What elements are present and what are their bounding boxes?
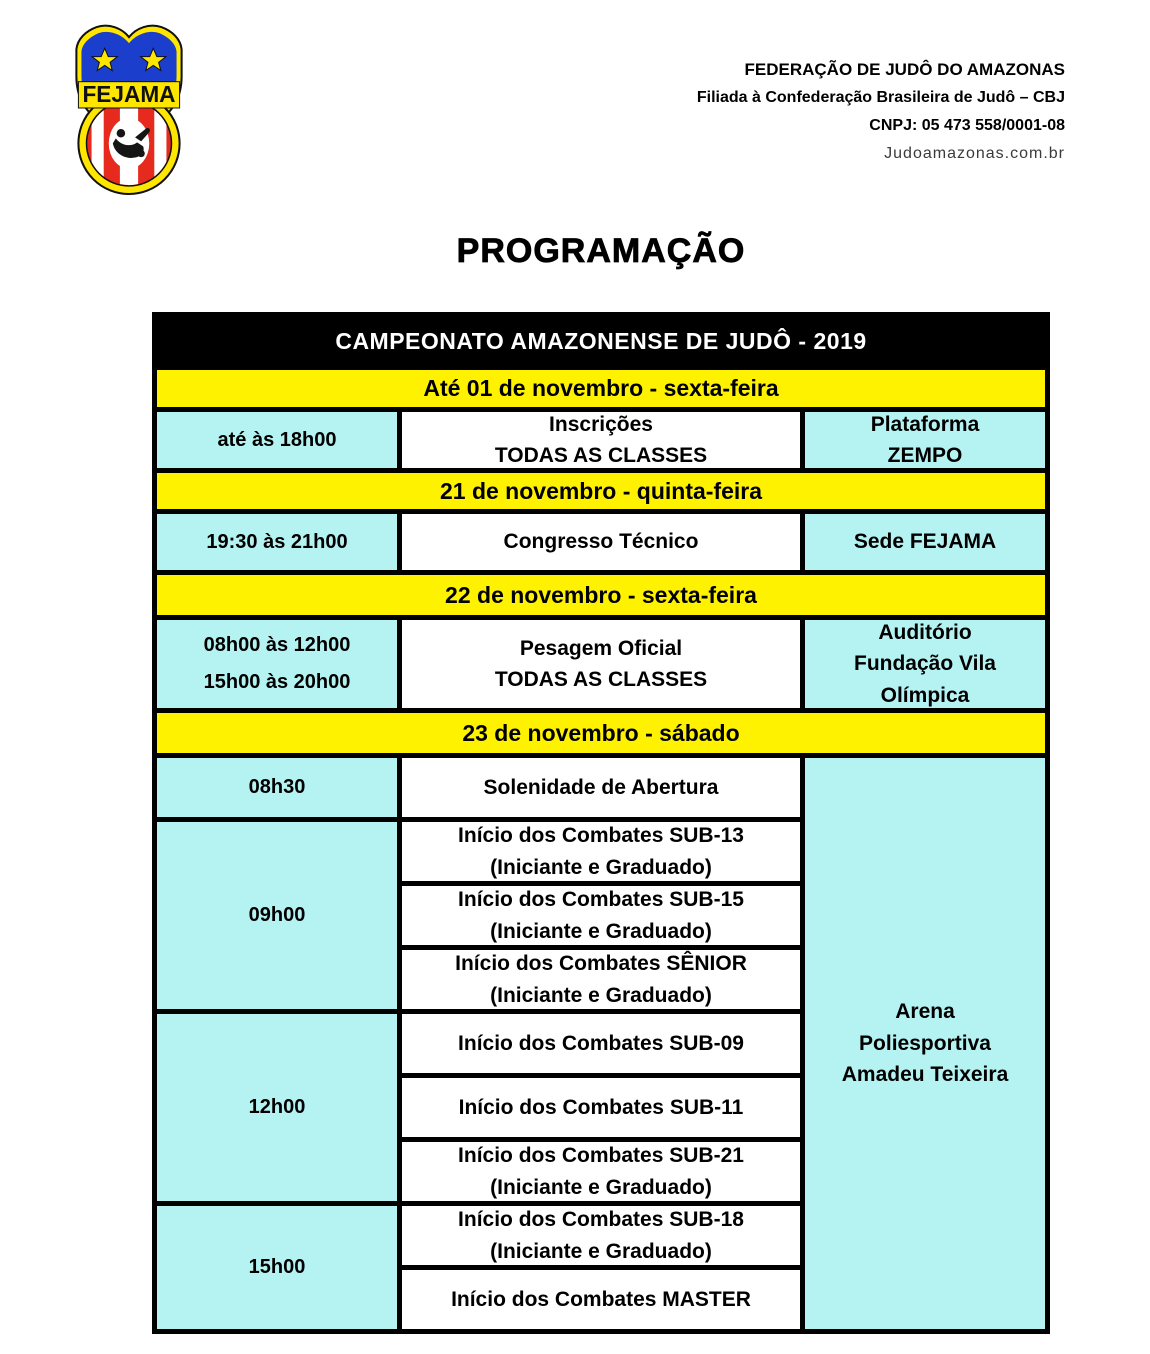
- location-cell: Sede FEJAMA: [805, 514, 1045, 570]
- event-cell: Início dos Combates SÊNIOR (Iniciante e Graduado): [402, 950, 800, 1009]
- time-cell: 19:30 às 21h00: [157, 514, 397, 570]
- org-header: [697, 56, 1065, 168]
- date-header-row: 22 de novembro - sexta-feira: [157, 575, 1045, 615]
- event-cell: Pesagem Oficial TODAS AS CLASSES: [402, 620, 800, 708]
- time-cell: até às 18h00: [157, 412, 397, 468]
- event-cell: Início dos Combates SUB-09: [402, 1014, 800, 1073]
- event-cell: Início dos Combates SUB-11: [402, 1078, 800, 1137]
- location-cell: Plataforma ZEMPO: [805, 412, 1045, 468]
- date-header-row: Até 01 de novembro - sexta-feira: [157, 370, 1045, 407]
- event-cell: Início dos Combates SUB-21 (Iniciante e Graduado): [402, 1142, 800, 1201]
- event-cell: Inscrições TODAS AS CLASSES: [402, 412, 800, 468]
- time-cell: 15h00: [157, 1206, 397, 1329]
- date-header-row: 23 de novembro - sábado: [157, 713, 1045, 753]
- org-cnpj: CNPJ: 05 473 558/0001-08: [869, 117, 1065, 134]
- time-cell: 08h30: [157, 758, 397, 817]
- time-cell: 12h00: [157, 1014, 397, 1201]
- event-cell: Início dos Combates SUB-18 (Iniciante e Graduado): [402, 1206, 800, 1265]
- schedule-table: [152, 312, 1050, 1334]
- event-cell: Solenidade de Abertura: [402, 758, 800, 817]
- logo-text: FEJAMA: [82, 80, 176, 107]
- location-cell: Arena Poliesportiva Amadeu Teixeira: [805, 758, 1045, 1329]
- event-cell: Início dos Combates SUB-15 (Iniciante e Graduado): [402, 886, 800, 945]
- time-cell: 09h00: [157, 822, 397, 1009]
- fejama-logo: [58, 24, 200, 196]
- org-name: FEDERAÇÃO DE JUDÔ DO AMAZONAS: [744, 60, 1065, 79]
- event-cell: Congresso Técnico: [402, 514, 800, 570]
- event-cell: Início dos Combates MASTER: [402, 1270, 800, 1329]
- time-cell: 08h00 às 12h00 15h00 às 20h00: [157, 620, 397, 708]
- page-title: PROGRAMAÇÃO: [456, 232, 746, 270]
- date-header-row: 21 de novembro - quinta-feira: [157, 473, 1045, 509]
- org-affiliation: Filiada à Confederação Brasileira de Judô – CBJ: [696, 89, 1065, 106]
- location-cell: Auditório Fundação Vila Olímpica: [805, 620, 1045, 708]
- championship-title: CAMPEONATO AMAZONENSE DE JUDÔ - 2019: [157, 317, 1045, 365]
- event-cell: Início dos Combates SUB-13 (Iniciante e Graduado): [402, 822, 800, 881]
- org-website: Judoamazonas.com.br: [884, 145, 1065, 162]
